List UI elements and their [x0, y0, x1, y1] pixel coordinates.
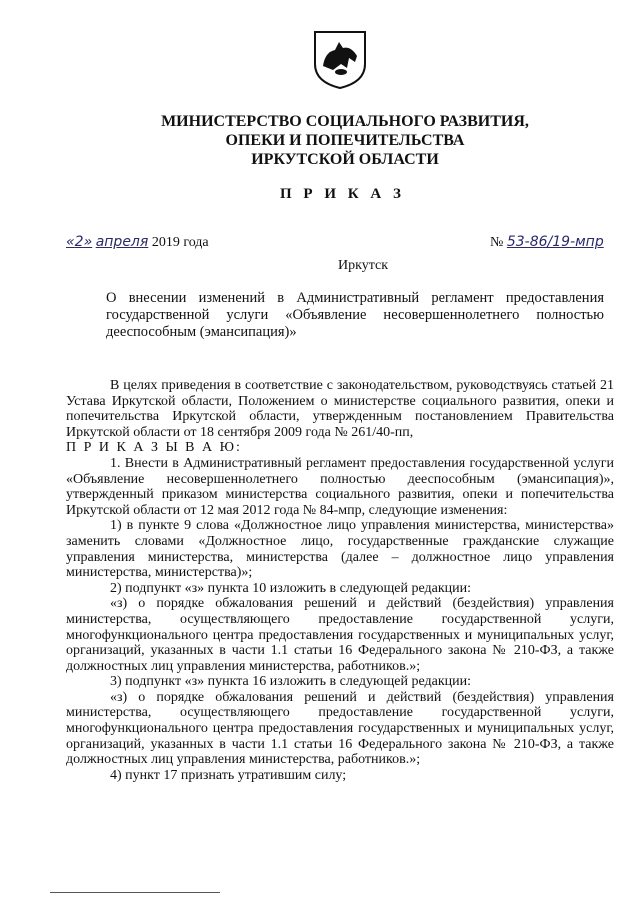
subitem-4-paragraph: 4) пункт 17 признать утратившим силу;: [110, 767, 347, 783]
date-year: 2019 года: [151, 235, 209, 250]
subitem-1-paragraph: 1) в пункте 9 слова «Должностное лицо управления министерства, министерства» заменить словами «Должностное лицо, государственные гражданские служащие управления министерства, министерства (далее – должностное лицо управления министерства, министерства)»;: [66, 518, 614, 581]
date-month: апреля: [95, 234, 149, 250]
ministry-line-1: МИНИСТЕРСТВО СОЦИАЛЬНОГО РАЗВИТИЯ,: [161, 113, 529, 130]
subitem-3-paragraph: 3) подпункт «з» пункта 16 изложить в следующей редакции:: [110, 674, 471, 690]
document-type: П Р И К А З: [280, 186, 405, 202]
date-close-quote: »: [83, 234, 93, 250]
order-body: [66, 378, 614, 783]
coat-of-arms-icon: [311, 28, 369, 90]
subitem-2-paragraph: 2) подпункт «з» пункта 10 изложить в следующей редакции:: [110, 580, 471, 596]
subitem-3-text-paragraph: «з) о порядке обжалования решений и действий (бездействия) управления министерства, осуществляющего предоставление государственной услуги, многофункционального центра предоставления государственных и муниципальных услуг, организаций, указанных в части 1.1 статьи 16 Федерального закона № 210-ФЗ, а также должностных лиц управления министерства, работников.»;: [66, 689, 614, 768]
order-subject: О внесении изменений в Административный регламент предоставления государственной услуги «Объявление несовершеннолетнего полностью дееспособным (эмансипация)»: [106, 290, 604, 340]
date-day: 2: [74, 234, 84, 250]
date-open-quote: «: [66, 234, 75, 250]
order-date: [66, 234, 209, 251]
footer-divider: [50, 892, 220, 893]
item-1-paragraph: 1. Внести в Административный регламент предоставления государственной услуги «Объявление несовершеннолетнего полностью дееспособным (эмансипация)», утвержденный приказом министерства социального развития, опеки и попечительства Иркутской области от 12 мая 2012 года № 84-мпр, следующие изменения:: [66, 455, 614, 518]
order-keyword: П Р И К А З Ы В А Ю:: [66, 440, 242, 456]
number-prefix: №: [490, 235, 504, 250]
order-number: [490, 234, 604, 251]
city: Иркутск: [338, 258, 389, 273]
ministry-line-3: ИРКУТСКОЙ ОБЛАСТИ: [251, 151, 439, 168]
number-value: 53-86/19-мпр: [506, 234, 604, 250]
ministry-line-2: ОПЕКИ И ПОПЕЧИТЕЛЬСТВА: [225, 132, 465, 149]
preamble-paragraph: В целях приведения в соответствие с законодательством, руководствуясь статьей 21 Устава Иркутской области, Положением о министерстве социального развития, опеки и попечительства Иркутской области, утвержденным постановлением Правительства Иркутской области от 18 сентября 2009 года № 261/40-пп,: [66, 378, 614, 440]
subitem-2-text-paragraph: «з) о порядке обжалования решений и действий (бездействия) управления министерства, осуществляющего предоставление государственной услуги, многофункционального центра предоставления государственных и муниципальных услуг, организаций, указанных в части 1.1 статьи 16 Федерального закона № 210-ФЗ, а также должностных лиц управления министерства, работников.»;: [66, 596, 614, 674]
ministry-name: [150, 112, 540, 169]
